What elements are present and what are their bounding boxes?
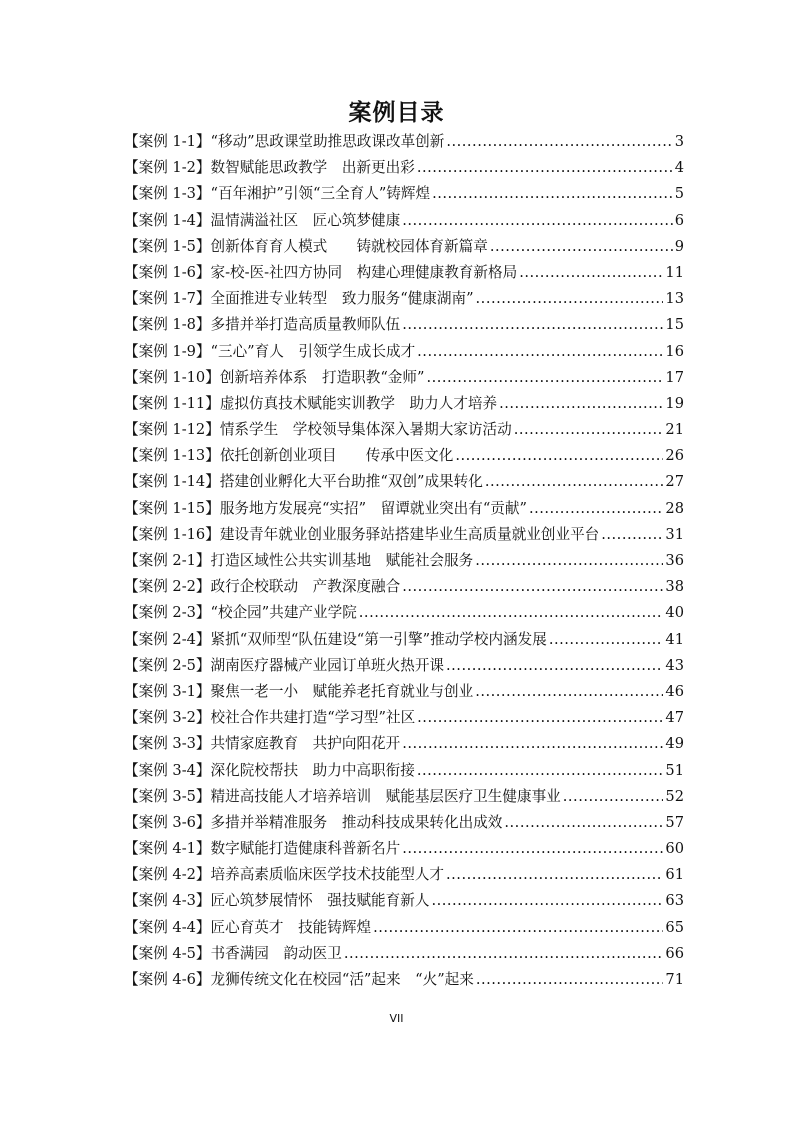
toc-entry[interactable] (124, 155, 684, 181)
toc-entry-label: 【案例 3-2】 (124, 709, 211, 727)
toc-entry-title: 多措并举打造高质量教师队伍 (210, 316, 401, 334)
toc-entry[interactable] (124, 339, 684, 365)
toc-entry-page: 43 (665, 656, 684, 674)
dot-leader (446, 862, 663, 888)
toc-entry-page: 15 (665, 316, 684, 334)
toc-entry[interactable] (124, 705, 684, 731)
toc-entry-page: 47 (665, 709, 684, 727)
toc-entry-title: 多措并举精准服务 推动科技成果转化出成效 (210, 813, 503, 831)
toc-entry-label: 【案例 1-15】 (124, 499, 220, 517)
toc-entry[interactable] (124, 653, 684, 679)
toc-entry-label: 【案例 1-4】 (124, 211, 211, 229)
dot-leader (402, 836, 663, 862)
dot-leader (431, 888, 663, 914)
toc-entry-page: 3 (674, 133, 684, 150)
toc-entry[interactable] (124, 627, 684, 653)
toc-entry-label: 【案例 3-5】 (124, 787, 211, 805)
toc-entry-title: 情系学生 学校领导集体深入暑期大家访活动 (219, 421, 512, 439)
dot-leader (417, 758, 664, 784)
toc-entry[interactable] (124, 941, 684, 967)
toc-entry-page: 17 (665, 368, 684, 386)
toc-entry-title: 家-校-医-社四方协同 构建心理健康教育新格局 (210, 263, 518, 281)
table-of-contents (124, 129, 684, 993)
dot-leader (514, 417, 664, 443)
toc-entry-title: 共情家庭教育 共护向阳花开 (210, 735, 401, 753)
toc-entry[interactable] (124, 548, 684, 574)
toc-entry-title: 虚拟仿真技术赋能实训教学 助力人才培养 (219, 394, 498, 412)
toc-entry-page: 71 (665, 971, 684, 988)
toc-entry-label: 【案例 1-6】 (124, 263, 211, 281)
toc-entry[interactable] (124, 522, 684, 548)
toc-entry[interactable] (124, 496, 684, 522)
toc-entry-page: 65 (665, 918, 684, 936)
toc-entry-title: 龙狮传统文化在校园“活”起来 “火”起来 (210, 971, 474, 988)
toc-entry-title: 聚焦一老一小 赋能养老托育就业与创业 (210, 682, 474, 700)
dot-leader (417, 339, 663, 365)
toc-entry-title: 紧抓“双师型“队伍建设“第一引擎”推动学校内涵发展 (210, 630, 547, 648)
toc-entry[interactable] (124, 129, 684, 155)
toc-entry[interactable] (124, 391, 684, 417)
dot-leader (499, 391, 663, 417)
toc-entry[interactable] (124, 234, 684, 260)
toc-entry[interactable] (124, 312, 684, 338)
toc-entry-title: 培养高素质临床医学技术技能型人才 (210, 866, 445, 884)
toc-entry-page: 31 (665, 525, 684, 543)
toc-entry[interactable] (124, 208, 684, 234)
toc-entry-label: 【案例 1-8】 (124, 316, 211, 334)
toc-entry-page: 36 (665, 552, 684, 569)
toc-entry-title: 温情满溢社区 匠心筑梦健康 (210, 211, 401, 229)
dot-leader (359, 600, 664, 626)
dot-leader (455, 443, 663, 469)
toc-entry[interactable] (124, 365, 684, 391)
toc-entry-title: 创新培养体系 打造职教“金师” (219, 368, 425, 386)
dot-leader (519, 260, 663, 286)
toc-entry-label: 【案例 1-3】 (124, 185, 211, 203)
toc-entry-label: 【案例 3-4】 (124, 761, 211, 779)
toc-entry-page: 9 (674, 237, 684, 255)
toc-entry-page: 57 (665, 813, 684, 831)
toc-entry-label: 【案例 2-2】 (124, 578, 211, 596)
toc-entry-title: 精进高技能人才培养培训 赋能基层医疗卫生健康事业 (210, 787, 561, 805)
dot-leader (446, 129, 672, 155)
toc-entry-label: 【案例 3-3】 (124, 735, 211, 753)
toc-entry-page: 52 (665, 787, 684, 805)
dot-leader (417, 155, 673, 181)
toc-entry-page: 41 (665, 630, 684, 648)
toc-entry-title: 搭建创业孵化大平台助推“双创”成果转化 (219, 473, 483, 491)
toc-entry-title: 服务地方发展亮“实招” 留谭就业突出有“贡献” (219, 499, 527, 517)
toc-entry[interactable] (124, 967, 684, 993)
dot-leader (402, 312, 663, 338)
toc-entry-label: 【案例 1-11】 (124, 394, 220, 412)
toc-entry[interactable] (124, 574, 684, 600)
toc-entry[interactable] (124, 915, 684, 941)
toc-entry-title: 匠心育英才 技能铸辉煌 (210, 918, 372, 936)
dot-leader (504, 810, 663, 836)
toc-entry-page: 61 (665, 866, 684, 884)
toc-entry-title: 数智赋能思政教学 出新更出彩 (210, 159, 415, 177)
toc-entry-title: 建设青年就业创业服务驿站搭建毕业生高质量就业创业平台 (219, 525, 600, 543)
toc-entry[interactable] (124, 417, 684, 443)
toc-entry-title: 书香满园 韵动医卫 (210, 944, 342, 962)
toc-entry-title: 深化院校帮扶 助力中高职衔接 (210, 761, 415, 779)
toc-entry-page: 26 (665, 447, 684, 465)
toc-entry-label: 【案例 4-4】 (124, 918, 211, 936)
toc-entry[interactable] (124, 731, 684, 757)
dot-leader (476, 967, 664, 993)
toc-entry-label: 【案例 1-9】 (124, 342, 211, 360)
toc-entry-label: 【案例 1-2】 (124, 159, 211, 177)
toc-entry-label: 【案例 2-5】 (124, 656, 211, 674)
toc-entry-label: 【案例 4-2】 (124, 866, 211, 884)
toc-entry-title: 湖南医疗器械产业园订单班火热开课 (210, 656, 445, 674)
toc-entry-label: 【案例 4-3】 (124, 892, 211, 910)
toc-entry-page: 49 (665, 735, 684, 753)
toc-entry-title: “三心”育人 引领学生成长成才 (210, 342, 416, 360)
toc-entry-page: 4 (674, 159, 684, 177)
toc-entry-title: 全面推进专业转型 致力服务“健康湖南” (210, 290, 474, 308)
toc-entry-page: 19 (665, 394, 684, 412)
dot-leader (402, 731, 663, 757)
toc-entry-title: 创新体育育人模式 铸就校园体育新篇章 (210, 237, 488, 255)
toc-entry-label: 【案例 2-4】 (124, 630, 211, 648)
toc-entry-page: 16 (665, 342, 684, 360)
toc-entry-label: 【案例 4-1】 (124, 840, 211, 858)
toc-entry[interactable] (124, 469, 684, 495)
toc-entry-label: 【案例 1-7】 (124, 290, 211, 308)
toc-entry-title: 校社合作共建打造“学习型”社区 (210, 709, 416, 727)
toc-entry-label: 【案例 4-5】 (124, 944, 211, 962)
dot-leader (402, 208, 672, 234)
dot-leader (417, 705, 663, 731)
toc-entry-page: 5 (674, 185, 684, 203)
toc-entry-label: 【案例 1-14】 (124, 473, 220, 491)
toc-entry-page: 60 (665, 840, 684, 858)
toc-entry[interactable] (124, 784, 684, 810)
toc-entry-page: 28 (665, 499, 684, 517)
toc-entry-title: 数字赋能打造健康科普新名片 (210, 840, 401, 858)
dot-leader (432, 181, 673, 207)
dot-leader (476, 286, 664, 312)
toc-entry[interactable] (124, 810, 684, 836)
toc-entry[interactable] (124, 600, 684, 626)
dot-leader (549, 627, 664, 653)
toc-entry[interactable] (124, 679, 684, 705)
toc-entry-label: 【案例 1-13】 (124, 447, 220, 465)
page-number: VII (389, 1012, 404, 1025)
toc-entry-page: 40 (665, 604, 684, 622)
dot-leader (373, 915, 663, 941)
toc-entry-label: 【案例 1-10】 (124, 368, 220, 386)
toc-entry-page: 13 (665, 290, 684, 308)
toc-entry-page: 27 (665, 473, 684, 491)
toc-entry[interactable] (124, 836, 684, 862)
toc-entry-page: 63 (665, 892, 684, 910)
dot-leader (529, 496, 663, 522)
toc-entry-label: 【案例 1-1】 (124, 133, 211, 150)
dot-leader (475, 548, 663, 574)
toc-entry-title: 依托创新创业项目 传承中医文化 (219, 447, 454, 465)
toc-entry[interactable] (124, 862, 684, 888)
toc-entry-page: 11 (665, 263, 684, 281)
toc-entry[interactable] (124, 758, 684, 784)
dot-leader (490, 234, 673, 260)
page-title: 案例目录 (348, 100, 445, 126)
toc-entry-title: 打造区域性公共实训基地 赋能社会服务 (210, 552, 474, 569)
toc-entry-label: 【案例 3-1】 (124, 682, 211, 700)
dot-leader (426, 365, 663, 391)
dot-leader (475, 679, 663, 705)
toc-entry-page: 21 (665, 421, 684, 439)
toc-entry-label: 【案例 3-6】 (124, 813, 211, 831)
toc-entry[interactable] (124, 443, 684, 469)
toc-entry-page: 6 (674, 211, 684, 229)
toc-entry-page: 51 (665, 761, 684, 779)
dot-leader (402, 574, 663, 600)
toc-entry-label: 【案例 2-1】 (124, 552, 211, 569)
toc-entry[interactable] (124, 260, 684, 286)
toc-entry-title: 政行企校联动 产教深度融合 (210, 578, 401, 596)
toc-entry[interactable] (124, 888, 684, 914)
toc-entry-page: 46 (665, 682, 684, 700)
toc-entry-label: 【案例 1-5】 (124, 237, 211, 255)
toc-entry-title: 匠心筑梦展情怀 强技赋能育新人 (210, 892, 430, 910)
toc-entry-label: 【案例 2-3】 (124, 604, 211, 622)
toc-entry-page: 66 (665, 944, 684, 962)
toc-entry-label: 【案例 1-16】 (124, 525, 220, 543)
toc-entry-title: “校企园”共建产业学院 (210, 604, 357, 622)
dot-leader (446, 653, 663, 679)
toc-entry-title: “移动”思政课堂助推思政课改革创新 (210, 133, 445, 150)
toc-entry[interactable] (124, 286, 684, 312)
dot-leader (344, 941, 664, 967)
toc-entry-label: 【案例 4-6】 (124, 971, 211, 988)
dot-leader (563, 784, 664, 810)
toc-entry-title: “百年湘护”引领“三全育人”铸辉煌 (210, 185, 431, 203)
toc-entry-page: 38 (665, 578, 684, 596)
toc-entry[interactable] (124, 181, 684, 207)
dot-leader (485, 469, 664, 495)
toc-entry-label: 【案例 1-12】 (124, 421, 220, 439)
dot-leader (601, 522, 663, 548)
